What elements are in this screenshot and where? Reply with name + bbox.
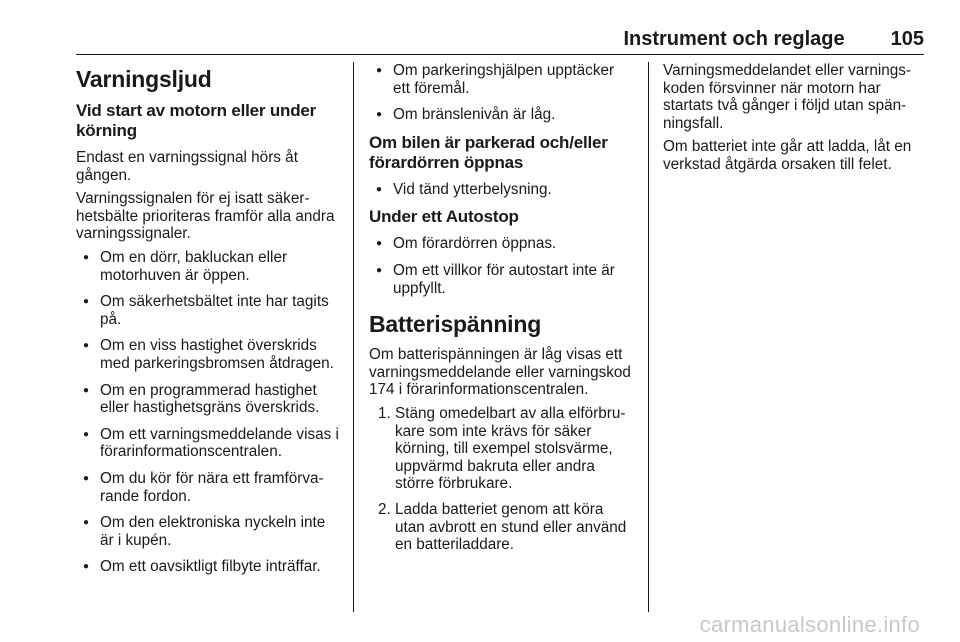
list-item: ● Om en viss hastighet överskrids med parkeringsbromsen åtdragen. bbox=[76, 337, 342, 372]
warning-bullet-list-continued bbox=[369, 62, 635, 124]
subheading-start-korning: Vid start av motorn eller under körning bbox=[76, 101, 317, 140]
column-divider-2 bbox=[648, 62, 649, 612]
section-heading-batterispanning: Batterispänning bbox=[369, 311, 542, 338]
chapter-title: Instrument och reglage bbox=[623, 28, 845, 50]
warning-bullet-list bbox=[76, 249, 342, 576]
column-3 bbox=[663, 62, 929, 180]
list-item: ● Om säkerhetsbältet inte har tagits på. bbox=[76, 293, 342, 328]
paragraph: Om batteriet inte går att ladda, låt en verkstad åtgärda orsaken till felet. bbox=[663, 138, 912, 173]
battery-steps-list bbox=[369, 405, 635, 554]
page-header bbox=[76, 28, 924, 54]
step-text: Stäng omedelbart av alla elförbrukare som inte krävs för säker körning, till exempel stolsvärme, uppvärmd bakruta eller andra större förbrukare. bbox=[395, 404, 626, 493]
column-2 bbox=[369, 62, 635, 562]
list-item: ● Om ett villkor för autostart inte är uppfyllt. bbox=[369, 262, 635, 297]
step-number: 1. bbox=[378, 404, 391, 422]
step-number: 2. bbox=[378, 500, 391, 518]
list-item bbox=[369, 405, 635, 493]
list-item: ● Om en programmerad hastighet eller hastighetsgräns överskrids. bbox=[76, 382, 342, 417]
list-item: ● Om parkeringshjälpen upptäcker ett föremål. bbox=[369, 62, 635, 97]
list-item: ● Om ett varningsmeddelande visas i förarinformationscentralen. bbox=[76, 426, 342, 461]
step-text: Ladda batteriet genom att köra utan avbrott en stund eller använd en batteriladdare. bbox=[395, 500, 627, 554]
section-heading-varningsljud: Varningsljud bbox=[76, 66, 212, 92]
subheading-autostop: Under ett Autostop bbox=[369, 207, 519, 227]
parked-bullet-list bbox=[369, 181, 635, 199]
column-divider-1 bbox=[353, 62, 354, 612]
page-number: 105 bbox=[890, 28, 924, 50]
list-item: ● Om du kör för nära ett framförvarande fordon. bbox=[76, 470, 342, 505]
list-item: ● Om den elektroniska nyckeln inte är i kupén. bbox=[76, 514, 342, 549]
list-item: ● Vid tänd ytterbelysning. bbox=[369, 181, 635, 199]
list-item bbox=[369, 501, 635, 554]
paragraph: Endast en varningssignal hörs åt gången. bbox=[76, 149, 298, 184]
paragraph: Varningsmeddelandet eller varningskoden försvinner när motorn har startats två gånger i följd utan spänningsfall. bbox=[663, 62, 912, 132]
paragraph: Varningssignalen för ej isatt säkerhetsbälte prioriteras framför alla andra varningssignaler. bbox=[76, 190, 335, 243]
paragraph: Om batterispänningen är låg visas ett varningsmeddelande eller varningskod 174 i förarinformationscentralen. bbox=[369, 346, 631, 399]
header-rule bbox=[76, 54, 924, 55]
list-item: ● Om en dörr, bakluckan eller motorhuven är öppen. bbox=[76, 249, 342, 284]
watermark: carmanualsonline.info bbox=[699, 612, 920, 637]
list-item: ● Om förardörren öppnas. bbox=[369, 235, 635, 253]
list-item: ● Om bränslenivån är låg. bbox=[369, 106, 635, 124]
subheading-parkerad: Om bilen är parkerad och/eller förardörren öppnas bbox=[369, 132, 608, 172]
autostop-bullet-list bbox=[369, 235, 635, 297]
column-1 bbox=[76, 62, 342, 585]
list-item: ● Om ett oavsiktligt filbyte inträffar. bbox=[76, 558, 342, 576]
